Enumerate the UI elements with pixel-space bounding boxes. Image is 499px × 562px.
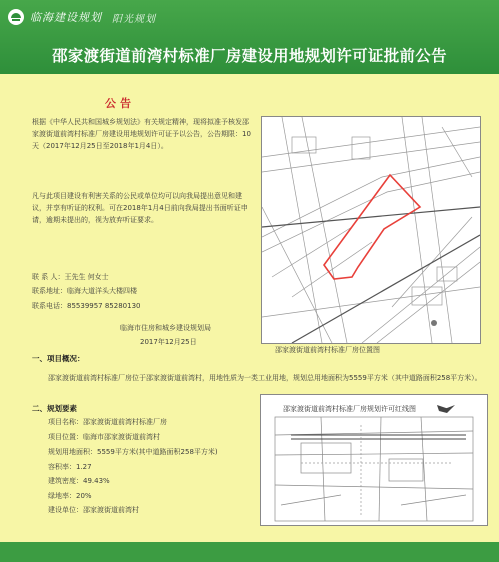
address-label: 联系地址： [32,287,67,295]
project-location: 项目位置：临海市邵家渡街道前湾村 [48,433,160,441]
redline-plan [260,394,488,526]
plot-ratio: 容积率：1.27 [48,463,92,471]
overview-text: 邵家渡街道前湾村标准厂房位于邵家渡街道前湾村，用地性质为一类工业用地，规划总用地面积为5559平方米（其中道路面积258平方米）。 [48,374,482,382]
header-banner [0,0,499,74]
indicators-heading: 二、规划要素 [32,404,77,413]
footer-bar [0,542,499,562]
redline-plan-drawing [261,395,487,525]
phone-value: 85539957 85280130 [67,302,141,310]
brand-name: 临海建设规划 [30,11,102,24]
location-map-drawing [262,117,480,343]
north-arrow-icon [437,405,455,413]
land-area: 规划用地面积：5559平方米(其中道路面积258平方米) [48,448,218,456]
site-boundary [324,175,420,279]
brand-logo-icon [8,9,24,25]
issuing-org: 临海市住房和城乡建设规划局 [120,324,211,332]
contact-label: 联 系 人： [32,273,65,281]
notice-paragraph-2: 凡与此项目建设有利害关系的公民或单位均可以向我局提出意见和建议，并享有听证的权利。可在2018年1月4日前向我局提出书面听证申请，逾期未提出的，视为放弃听证要求。 [32,192,248,224]
project-name: 项目名称：邵家渡街道前湾村标准厂房 [48,418,167,426]
contact-person [32,272,109,282]
location-map [261,116,481,344]
redline-plan-title: 邵家渡街道前湾村标准厂房规划许可红线图 [283,405,416,413]
issue-date: 2017年12月25日 [140,338,197,346]
notice-paragraph-1: 根据《中华人民共和国城乡规划法》有关规定精神，现将拟准予核发邵家渡街道前湾村标准厂房建设用地规划许可证予以公告，公告期限：10天（2017年12月25日至2018年1月4日）。 [32,118,251,150]
brand[interactable] [8,8,156,26]
notice-title: 公告 [105,97,135,110]
contact-phone [32,301,140,311]
address-value: 临海大道洋头大楼四楼 [67,287,137,295]
contact-address [32,286,137,296]
location-map-caption: 邵家渡街道前湾村标准厂房位置图 [275,346,380,354]
overview-heading: 一、项目概况： [32,354,85,363]
green-ratio: 绿地率：20% [48,492,92,500]
phone-label: 联系电话： [32,302,67,310]
contact-value: 王先生 何女士 [64,273,109,281]
brand-motto: 阳光规划 [112,13,156,25]
page-title: 邵家渡街道前湾村标准厂房建设用地规划许可证批前公告 [52,47,447,65]
building-density: 建筑密度：49.43% [48,477,110,485]
developer: 建设单位：邵家渡街道前湾村 [48,506,139,514]
